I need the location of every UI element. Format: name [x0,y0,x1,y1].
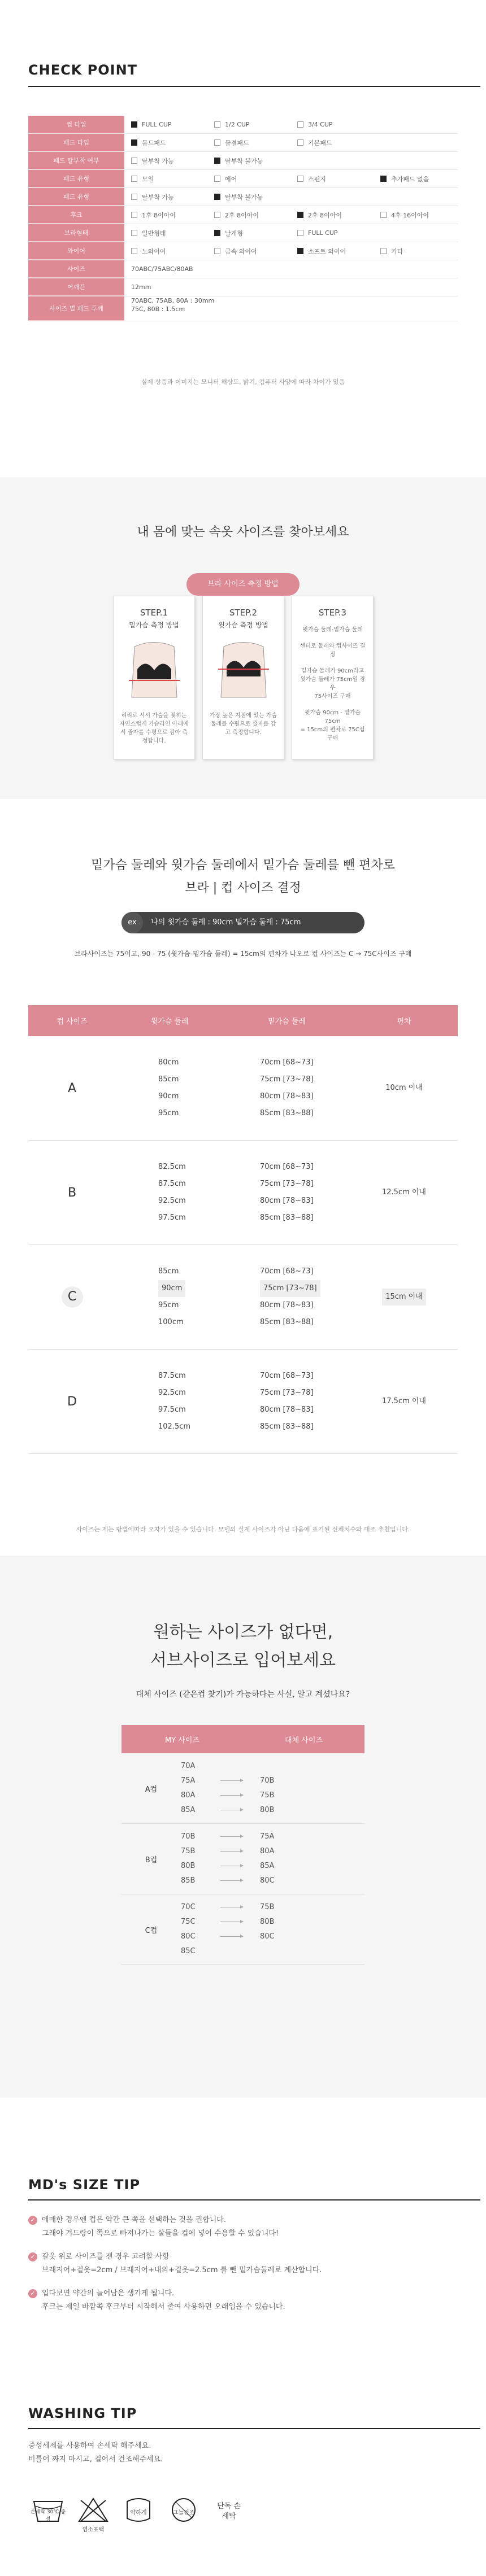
upper-bust-value: 90cm [158,1280,185,1297]
sub-cup-label: C컵 [145,1926,158,1935]
checkbox-icon [297,230,303,236]
checkpoint-label: 패드 유형 [28,188,124,206]
option-label: 물결패드 [225,139,249,147]
my-size: 80B [181,1862,196,1870]
step-desc: 윗가슴 둘레가 75cm일 경우 [300,676,365,691]
option-label: 일반형태 [142,229,166,237]
checkbox-icon [214,158,220,164]
my-size: 85C [181,1947,196,1955]
checkpoint-row [28,224,458,242]
my-size: 75A [181,1776,196,1785]
option-label: 1후 8이아이 [142,211,176,219]
tip-item-2 [28,2250,322,2277]
bra-diagram-icon [212,635,275,703]
option-label: 날개형 [225,229,243,237]
sub-size-row [181,1900,275,1915]
alt-size: 75A [260,1832,275,1841]
alt-size: 85A [260,1862,275,1870]
checkbox-icon [131,248,137,254]
checkbox-icon [131,158,137,164]
checkpoint-value: 70ABC, 75AB, 80A : 30mm [131,297,215,304]
size-header-cell: 밑가슴 둘레 [268,1018,306,1026]
sub-size-section [0,1556,486,2098]
checkbox-icon [297,121,303,128]
checkpoint-title: CHECK POINT [28,62,138,78]
shade-dry-icon [164,2496,203,2535]
alt-size: 80C [260,1932,275,1941]
wash-divider [28,2428,480,2429]
checkpoint-option [290,121,374,128]
sub-size-row [181,1759,274,1774]
wash-line: 비틀어 짜지 마시고, 걸어서 건조해주세요. [28,2455,163,2464]
my-size: 80A [181,1791,196,1800]
checkpoint-row [28,260,458,278]
step-title: STEP.3 [318,608,347,618]
sub-title-1: 원하는 사이즈가 없다면, [153,1622,333,1642]
bra-diagram-icon [123,635,185,703]
under-bust-value: 75cm [73~78] [260,1180,314,1188]
sub-header-cell: 대체 사이즈 [285,1736,323,1745]
diff-value: 17.5cm 이내 [381,1397,426,1405]
upper-bust-value: 97.5cm [158,1213,186,1222]
alt-size: 80A [260,1847,275,1855]
cup-letter: A [67,1081,77,1095]
upper-bust-value: 100cm [158,1318,184,1326]
example-bar [122,912,364,933]
sub-size-row [181,1859,275,1874]
checkpoint-label: 패드 타입 [28,134,124,151]
checkpoint-option [207,229,290,238]
alt-size: 75B [260,1903,275,1911]
upper-bust-value: 85cm [158,1267,179,1276]
checkpoint-label: 컵 타입 [28,116,124,133]
option-label: 탈부착 불가능 [225,193,263,201]
tip-divider [28,2199,480,2200]
checkbox-icon [380,248,387,254]
cup-letter: D [67,1394,77,1409]
size-group-row [28,1141,458,1245]
find-size-title: 내 몸에 맞는 속옷 사이즈를 찾아보세요 [137,525,349,539]
checkpoint-option [374,174,457,184]
size-calc-section [0,799,486,1556]
checkpoint-section [0,0,486,429]
step-mid: 센터로 둘레와 컵사이즈 결정 [300,643,366,658]
checkpoint-option [207,121,290,128]
arrow-right-icon [220,1936,243,1937]
size-header-cell: 편차 [397,1018,411,1026]
checkpoint-row [28,152,458,170]
checkpoint-row [28,206,458,224]
checkpoint-label: 패드 탈부착 여부 [28,152,124,169]
checkpoint-option [290,138,374,147]
alt-size: 80B [260,1806,275,1814]
wash-icon-label: 약하게 [130,2510,147,2516]
step-desc: 가장 높은 지점에 있는 가슴둘레를 수평으로 줄자를 감고 측정합니다. [210,713,277,736]
option-label: 2후 8이아이 [225,211,259,219]
sub-desc: 대체 사이즈 (같은컵 찾기)가 가능하다는 사실, 알고 계셨나요? [136,1690,350,1699]
sub-size-row [181,1788,274,1803]
step-desc: 허리로 서서 가슴을 젖히는 자연스럽게 가슴라인 아래에서 줄자를 수평으로 감아 측정합니다. [119,713,189,744]
cup-letter: C [62,1286,83,1308]
checkbox-icon [380,176,387,182]
checkpoint-label: 브라형태 [28,224,124,242]
checkbox-icon [131,121,137,128]
tip-item-1 [28,2213,279,2241]
wash-desc [28,2439,163,2466]
option-label: 탈부착 가능 [142,193,174,201]
checkbox-icon [131,139,137,146]
sub-size-row [181,1874,275,1888]
calc-note: 사이즈는 제는 방법에따라 오차가 있을 수 있습니다. 모델의 실제 사이즈가 아닌 다음에 표기된 신체치수와 대조 추천입니다. [76,1526,410,1533]
option-label: 3/4 CUP [308,121,333,128]
tip-text: 브래지어+겉옷=2cm / 브래지어+내의+겉옷=2.5cm 를 뺀 밑가슴둘레로 계산합니다. [42,2266,322,2274]
checkpoint-option [124,193,207,202]
option-label: 에어 [225,175,237,183]
find-size-section [0,477,486,799]
checkbox-icon [297,248,303,254]
md-tip-section [0,2098,486,2324]
under-bust-value: 80cm [78~83] [260,1197,314,1205]
sub-size-row [181,1830,275,1844]
under-bust-value: 85cm [83~88] [260,1109,314,1117]
step-sub: 윗가슴 둘레-밑가슴 둘레 [302,627,363,633]
step-desc: = 15cm의 편차로 75C컵 구매 [300,727,365,741]
step-title: STEP.1 [140,608,168,618]
checkpoint-option [124,138,207,147]
under-bust-value: 80cm [78~83] [260,1301,314,1309]
checkpoint-option [124,174,207,184]
option-label: 스펀지 [308,175,326,183]
upper-bust-value: 85cm [158,1075,179,1084]
checkbox-icon [131,230,137,236]
checkbox-icon [214,212,220,218]
checkpoint-label: 사이즈 별 패드 두께 [28,296,124,321]
wash-line: 중성세제를 사용하여 손세탁 해주세요. [28,2442,151,2450]
under-bust-value: 80cm [78~83] [260,1405,314,1414]
checkpoint-row [28,296,458,321]
step-sub: 윗가슴 측정 방법 [218,621,268,629]
alt-size: 80C [260,1876,275,1885]
arrow-right-icon [220,1836,243,1837]
checkbox-icon [297,212,303,218]
checkpoint-row [28,188,458,206]
arrow-right-icon [220,1851,243,1852]
checkpoint-option [290,174,374,184]
cup-size-table [28,1005,458,1454]
checkpoint-table [28,116,458,321]
tip-text: 후크는 제일 바깥쪽 후크부터 시작해서 줄여 사용하면 오래입을 수 있습니다. [42,2303,285,2311]
my-size: 70B [181,1832,196,1841]
checkpoint-row [28,170,458,188]
wash-icon-label: 그늘건조 [172,2510,195,2516]
example-tag: ex [122,912,143,933]
size-group-row [28,1036,458,1141]
checkpoint-option [124,247,207,256]
alt-size: 80B [260,1918,275,1926]
sub-size-row [181,1803,274,1818]
step-desc: 75사이즈 구매 [314,693,351,700]
checkpoint-option [124,121,207,128]
measure-method-pill: 브라 사이즈 측정 방법 [186,573,300,596]
my-size: 85B [181,1876,196,1885]
size-header-cell: 컵 사이즈 [57,1018,88,1026]
checkbox-icon [214,139,220,146]
under-bust-value: 80cm [78~83] [260,1092,314,1101]
checkpoint-label: 어깨끈 [28,278,124,296]
upper-bust-value: 87.5cm [158,1180,186,1188]
upper-bust-value: 92.5cm [158,1389,186,1397]
calc-title-2: 브라 | 컵 사이즈 결정 [185,881,301,895]
option-label: 추가패드 없음 [391,175,429,183]
my-size: 70A [181,1762,196,1770]
check-icon: ✓ [28,2216,37,2225]
my-size: 75C [181,1918,196,1926]
checkpoint-note: 실제 상품과 이미지는 모니터 해상도, 밝기, 컴퓨터 사양에 따라 차이가 있음 [141,378,345,386]
under-bust-value: 70cm [68~73] [260,1163,314,1171]
checkbox-icon [297,176,303,182]
sub-size-row [181,1915,275,1929]
option-label: 4후 16이아이 [391,211,429,219]
arrow-right-icon [220,1880,243,1881]
step-desc: 밑가슴 둘레가 90cm라고 [301,668,364,674]
checkbox-icon [214,230,220,236]
wash-icon-label: 손세탁 30℃ 중성 [30,2509,66,2522]
checkpoint-label: 패드 유형 [28,170,124,187]
tip-item-3 [28,2287,285,2314]
size-table-header [28,1005,458,1036]
upper-bust-value: 92.5cm [158,1197,186,1205]
check-icon: ✓ [28,2289,37,2298]
option-label: 탈부착 가능 [142,157,174,165]
under-bust-value: 85cm [83~88] [260,1213,314,1222]
size-group-row [28,1350,458,1454]
sub-size-table [122,1725,364,1965]
checkpoint-value: 75C, 80B : 1.5cm [131,305,185,313]
under-bust-value: 70cm [68~73] [260,1267,314,1276]
under-bust-value: 85cm [83~88] [260,1318,314,1326]
step-card-3 [292,596,374,759]
option-label: 소프트 와이어 [308,247,346,255]
sub-size-row [181,1844,275,1859]
under-bust-value: 75cm [73~78] [260,1075,314,1084]
under-bust-value: 75cm [73~78] [260,1389,314,1397]
sub-size-row [181,1944,275,1959]
checkpoint-row [28,278,458,296]
checkbox-icon [131,176,137,182]
option-label: FULL CUP [308,229,338,237]
sub-size-row [181,1774,274,1788]
size-group-row [28,1245,458,1350]
sub-title-2: 서브사이즈로 입어보세요 [150,1651,336,1670]
upper-bust-value: 87.5cm [158,1372,186,1380]
alt-size: 70B [260,1776,275,1785]
sub-header-cell: MY 사이즈 [165,1736,199,1745]
checkbox-icon [214,121,220,128]
step-title: STEP.2 [229,608,258,618]
checkpoint-divider [28,86,480,87]
my-size: 70C [181,1903,196,1911]
checkpoint-option [207,174,290,184]
checkpoint-option [207,138,290,147]
washing-tip-section [0,2324,486,2576]
calc-explain: 브라사이즈는 75이고, 90 - 75 (윗가슴-밑가슴 둘레) = 15cm의 편차가 나오로 컵 사이즈는 C → 75C사이즈 구매 [74,950,412,958]
upper-bust-value: 95cm [158,1301,179,1309]
arrow-right-icon [220,1780,243,1781]
checkbox-icon [380,212,387,218]
checkpoint-option [207,211,290,220]
my-size: 80C [181,1932,196,1941]
cup-letter: B [67,1185,77,1200]
sub-table-header [122,1725,364,1753]
hand-wash-icon [28,2496,68,2535]
under-bust-value: 70cm [68~73] [260,1058,314,1067]
checkpoint-option [290,211,374,220]
checkpoint-option [290,247,374,256]
upper-bust-value: 82.5cm [158,1163,186,1171]
checkbox-icon [214,176,220,182]
my-size: 75B [181,1847,196,1855]
checkpoint-row [28,116,458,134]
tip-text: 그래야 겨드랑이 쪽으로 빠져나가는 살들을 컵에 넣어 수용할 수 있습니다! [42,2229,279,2238]
checkbox-icon [214,194,220,200]
checkbox-icon [297,139,303,146]
option-label: 노와이어 [142,247,166,255]
checkpoint-option [290,229,374,237]
option-label: 모일 [142,175,154,183]
checkbox-icon [214,248,220,254]
checkpoint-option [124,156,207,165]
checkpoint-option [207,247,290,256]
checkbox-icon [131,212,137,218]
option-label: 몰드패드 [142,139,166,147]
no-bleach-icon [73,2496,113,2535]
calc-title-1: 밑가슴 둘레와 윗가슴 둘레에서 밑가슴 둘레를 뺀 편차로 [91,858,395,872]
upper-bust-value: 80cm [158,1058,179,1067]
arrow-right-icon [220,1795,243,1796]
sub-cup-label: B컵 [145,1855,158,1865]
size-header-cell: 윗가슴 둘레 [150,1018,189,1026]
checkpoint-option [124,229,207,238]
upper-bust-value: 97.5cm [158,1405,186,1414]
checkpoint-option [207,156,290,165]
checkpoint-option [207,193,290,202]
option-label: 기본패드 [308,139,332,147]
under-bust-value: 85cm [83~88] [260,1422,314,1431]
tip-title: MD's SIZE TIP [28,2177,141,2193]
checkpoint-option [374,211,457,220]
step-desc: 윗가슴 90cm - 밑가슴 75cm [304,710,361,724]
wash-title: WASHING TIP [28,2405,137,2421]
checkpoint-label: 후크 [28,206,124,224]
tip-text: 갈옷 위로 사이즈를 잰 경우 고려할 사항 [42,2252,170,2261]
checkbox-icon [131,194,137,200]
example-text: 나의 윗가슴 둘레 : 90cm 밑가슴 둘레 : 75cm [151,918,301,927]
wash-icon-label: 단독 손세탁 [217,2502,241,2521]
option-label: 금속 와이어 [225,247,257,255]
under-bust-value: 75cm [73~78] [260,1280,320,1297]
checkpoint-label: 사이즈 [28,260,124,278]
diff-value: 12.5cm 이내 [381,1188,426,1197]
step-sub: 밑가슴 측정 방법 [129,621,179,629]
sub-group-row [122,1753,364,1824]
sub-size-row [181,1929,275,1944]
diff-value: 10cm 이내 [385,1084,423,1092]
checkpoint-label: 와이어 [28,242,124,260]
single-wash-icon [209,2496,249,2535]
sub-cup-label: A컵 [145,1785,158,1794]
option-label: 탈부착 불가능 [225,157,263,165]
tip-text: 애매한 경우엔 컵은 약간 큰 쪽을 선택하는 것을 권합니다. [42,2216,227,2224]
upper-bust-value: 95cm [158,1109,179,1117]
upper-bust-value: 102.5cm [158,1422,191,1431]
sub-group-row [122,1824,364,1894]
step-card-1 [113,596,195,759]
checkpoint-option [124,211,207,220]
step-card-2 [202,596,284,759]
under-bust-value: 70cm [68~73] [260,1372,314,1380]
my-size: 85A [181,1806,196,1814]
diff-value: 15cm 이내 [382,1289,426,1306]
tip-text: 입다보면 약간의 늘어남은 생기게 됩니다. [42,2289,175,2298]
option-label: 기타 [391,247,403,255]
alt-size: 75B [260,1791,275,1800]
checkpoint-row [28,242,458,260]
checkpoint-value: 70ABC/75ABC/80AB [131,265,193,273]
checkpoint-row [28,134,458,152]
checkpoint-option [374,247,457,256]
option-label: 1/2 CUP [225,121,250,128]
check-icon: ✓ [28,2252,37,2261]
sub-group-row [122,1894,364,1965]
option-label: 2후 8이아이 [308,211,342,219]
gentle-wash-icon [119,2496,158,2535]
option-label: FULL CUP [142,121,172,128]
upper-bust-value: 90cm [158,1092,179,1101]
checkpoint-value: 12mm [131,283,151,291]
wash-icon-label: 염소표백 [83,2525,105,2533]
